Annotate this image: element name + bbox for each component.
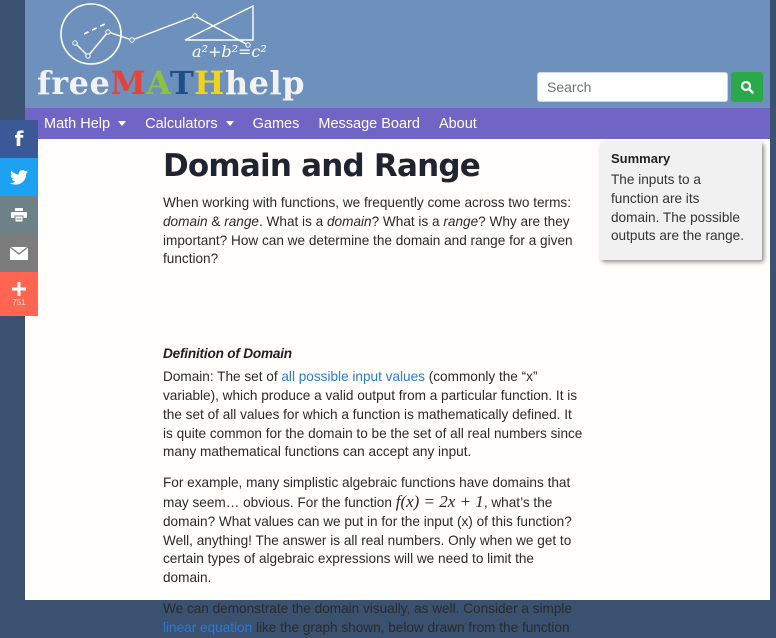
facebook-icon: f	[14, 127, 24, 151]
page-border	[770, 0, 773, 600]
site-logo[interactable]	[37, 64, 305, 102]
logo-a: A	[146, 64, 170, 102]
twitter-icon	[10, 170, 28, 185]
logo-help: help	[224, 64, 306, 102]
term-range: range	[443, 213, 479, 229]
logo-m: M	[110, 64, 147, 102]
caret-down-icon	[226, 121, 234, 126]
print-button[interactable]	[0, 196, 38, 234]
linear-equation-link[interactable]: linear equation	[163, 619, 253, 635]
term-range: range	[224, 213, 259, 229]
text: (commonly the “x” variable), which produce a valid output from a particular function. It is the set of all values for which a function is mathematically defined. It is quite common for the domain to be the set of all real numbers since many mathematical functions can accept any input.	[163, 369, 583, 460]
text: Domain: The set of	[163, 369, 282, 385]
logo-h: H	[194, 64, 225, 102]
text: . What is a	[259, 213, 327, 229]
facebook-share-button[interactable]	[0, 120, 38, 158]
logo-formula: a²+b²=c²	[192, 42, 267, 61]
nav-calculators[interactable]	[145, 116, 234, 132]
page-title: Domain and Range	[163, 148, 480, 184]
math-expression: f(x) = 2x + 1	[395, 491, 484, 511]
page	[25, 0, 773, 635]
text: ? What is a	[371, 213, 444, 229]
example-paragraph	[163, 474, 583, 588]
print-icon	[11, 208, 27, 222]
share-count: 751	[12, 297, 26, 307]
social-share-bar	[0, 120, 38, 316]
twitter-share-button[interactable]	[0, 158, 38, 196]
summary-title: Summary	[611, 151, 671, 166]
nav-math-help[interactable]	[44, 116, 126, 132]
email-icon	[10, 247, 28, 260]
text: like the graph shown, below drawn from the function	[252, 619, 570, 635]
summary-box	[600, 142, 762, 260]
email-share-button[interactable]	[0, 234, 38, 272]
text: For example, many simplistic algebraic functions have domains that may seem… obvious. For the function	[163, 475, 571, 510]
text: &	[207, 213, 225, 229]
site-header	[25, 0, 773, 108]
text: When working with functions, we frequently come across two terms:	[163, 195, 571, 210]
caret-down-icon	[118, 121, 126, 126]
text: ? Why are they important? How can we determine the domain and range for a given function?	[163, 213, 573, 267]
nav-about[interactable]: About	[438, 115, 477, 132]
nav-calculators-label: Calculators	[145, 115, 218, 132]
term-domain: domain	[163, 213, 208, 229]
main-nav	[25, 108, 773, 139]
visual-paragraph	[163, 600, 583, 638]
nav-games[interactable]: Games	[252, 115, 300, 132]
domain-paragraph	[163, 368, 583, 462]
nav-math-help-label: Math Help	[44, 115, 111, 132]
search-icon	[740, 80, 754, 94]
intro-paragraph	[163, 194, 583, 269]
text: We can demonstrate the domain visually, as well. Consider a simple	[163, 600, 573, 616]
article	[163, 140, 583, 638]
search-form	[537, 72, 763, 102]
nav-message-board[interactable]: Message Board	[318, 115, 420, 132]
input-values-link[interactable]: all possible input values	[281, 369, 425, 385]
logo-free: free	[37, 64, 111, 102]
definition-heading: Definition of Domain	[163, 346, 292, 362]
more-share-button[interactable]	[0, 272, 38, 316]
text: , what’s the domain? What values can we put in for the input (x) of this function? Well, anything! The answer is all real numbers. Only when we get to certain types of algebraic expressions will we need to limit the domain.	[163, 494, 572, 586]
plus-icon	[12, 282, 26, 296]
term-domain: domain	[327, 213, 372, 229]
search-button[interactable]	[731, 72, 763, 102]
search-input[interactable]	[537, 72, 728, 102]
logo-t: T	[169, 64, 195, 102]
summary-body: The inputs to a function are its domain. The possible outputs are the range.	[611, 172, 745, 244]
